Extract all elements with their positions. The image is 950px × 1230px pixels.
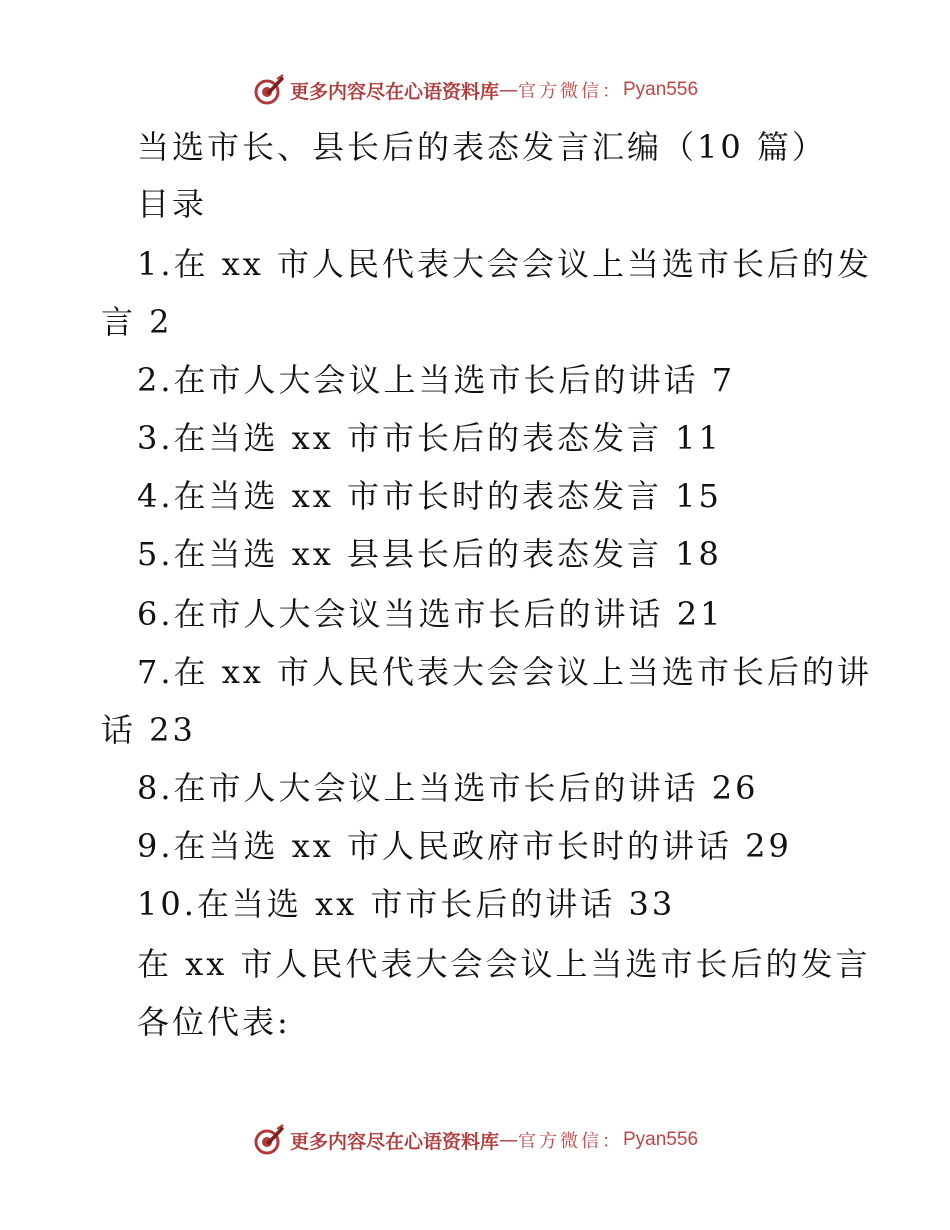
toc-item-10: 10.在当选 xx 市市长后的讲话 33	[137, 885, 676, 923]
toc-item-8: 8.在市人大会议上当选市长后的讲话 26	[137, 769, 759, 807]
banner-wechat-id: Pyan556	[623, 1129, 699, 1150]
toc-item-5: 5.在当选 xx 县县长后的表态发言 18	[137, 535, 722, 573]
toc-item-4: 4.在当选 xx 市市长时的表态发言 15	[137, 477, 722, 515]
salutation: 各位代表:	[137, 1003, 291, 1041]
banner-text: 更多内容尽在心语资料库	[289, 80, 499, 103]
section-title: 在 xx 市人民代表大会会议上当选市长后的发言	[137, 945, 871, 983]
toc-heading: 目录	[137, 185, 208, 223]
header-banner	[0, 70, 950, 110]
banner-separator: —	[499, 1129, 518, 1151]
toc-item-2: 2.在市人大会议上当选市长后的讲话 7	[137, 361, 736, 399]
toc-item-1: 1.在 xx 市人民代表大会会议上当选市长后的发	[137, 245, 872, 283]
toc-item-7-cont: 话 23	[101, 711, 196, 749]
banner-text: 更多内容尽在心语资料库	[289, 1130, 499, 1153]
banner-wechat-label: 官方微信：	[518, 1131, 623, 1152]
banner-separator: —	[499, 79, 518, 101]
toc-item-6: 6.在市人大会议当选市长后的讲话 21	[137, 595, 724, 633]
banner-wechat-label: 官方微信：	[518, 81, 623, 102]
quill-logo-icon	[252, 73, 286, 107]
footer-banner	[0, 1120, 950, 1160]
document-title: 当选市长、县长后的表态发言汇编（10 篇）	[137, 128, 827, 166]
banner-wechat-id: Pyan556	[623, 79, 699, 100]
toc-item-3: 3.在当选 xx 市市长后的表态发言 11	[137, 419, 722, 457]
toc-item-7: 7.在 xx 市人民代表大会会议上当选市长后的讲	[137, 653, 872, 691]
quill-logo-icon	[252, 1123, 286, 1157]
toc-item-1-cont: 言 2	[101, 303, 173, 341]
toc-item-9: 9.在当选 xx 市人民政府市长时的讲话 29	[137, 827, 792, 865]
